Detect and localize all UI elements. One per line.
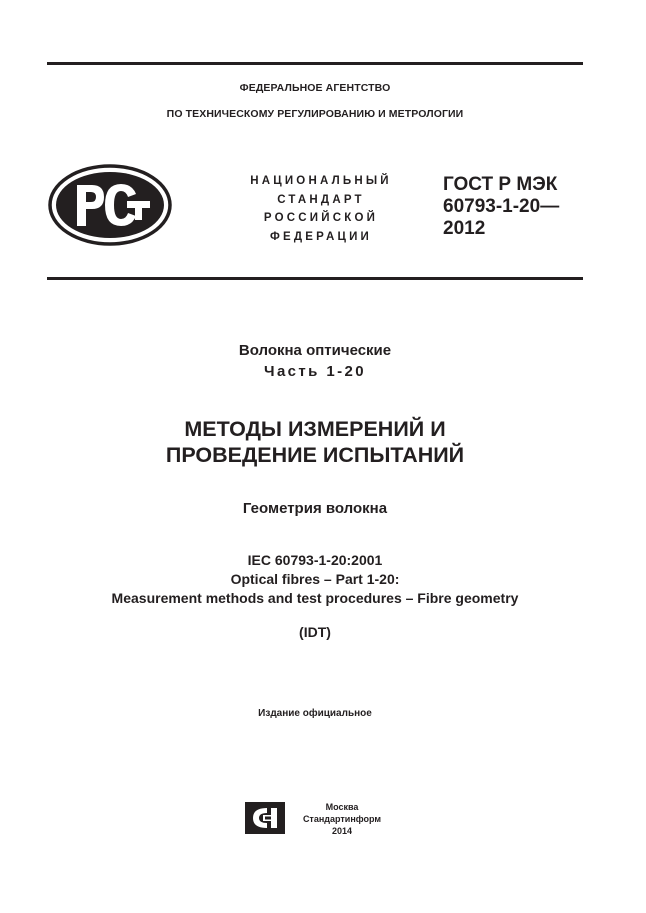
natstd-line-1: НАЦИОНАЛЬНЫЙ: [250, 175, 392, 187]
iec-designation: IEC 60793-1-20:2001: [247, 552, 383, 568]
publisher-city: Москва: [325, 802, 359, 812]
subtitle: Геометрия волокна: [242, 500, 388, 517]
rst-logo-icon: [48, 164, 172, 246]
iec-title-line-2: Measurement methods and test procedures – Fibre geometry: [111, 590, 519, 606]
agency-line-2: ПО ТЕХНИЧЕСКОМУ РЕГУЛИРОВАНИЮ И МЕТРОЛОГИИ: [166, 108, 464, 120]
designation-line-2: 60793-1-20—: [443, 196, 560, 217]
natstd-line-4: ФЕДЕРАЦИИ: [269, 230, 373, 243]
edition-label: Издание официальное: [258, 708, 372, 719]
middle-rule: [47, 277, 583, 280]
main-title-line-1: МЕТОДЫ ИЗМЕРЕНИЙ И: [184, 417, 446, 441]
natstd-line-2: СТАНДАРТ: [277, 193, 365, 206]
idt-label: (IDT): [299, 624, 331, 640]
fibre-title: Волокна оптические: [238, 342, 392, 359]
national-standard-label: [222, 172, 420, 246]
iec-title-line-1: Optical fibres – Part 1-20:: [230, 571, 400, 587]
publisher-name: Стандартинформ: [302, 814, 382, 824]
standartinform-logo-icon: [245, 802, 285, 834]
designation-line-1: ГОСТ Р МЭК: [443, 174, 558, 195]
publisher-year: 2014: [331, 826, 353, 836]
agency-line-1: ФЕДЕРАЛЬНОЕ АГЕНТСТВО: [239, 82, 391, 94]
designation-line-3: 2012: [443, 218, 486, 239]
part-number: Часть 1-20: [264, 363, 366, 380]
standard-designation: [443, 174, 559, 240]
publisher-block: [296, 801, 388, 837]
main-title-line-2: ПРОВЕДЕНИЕ ИСПЫТАНИЙ: [165, 443, 465, 467]
natstd-line-3: РОССИЙСКОЙ: [263, 212, 379, 224]
top-rule: [47, 62, 583, 65]
